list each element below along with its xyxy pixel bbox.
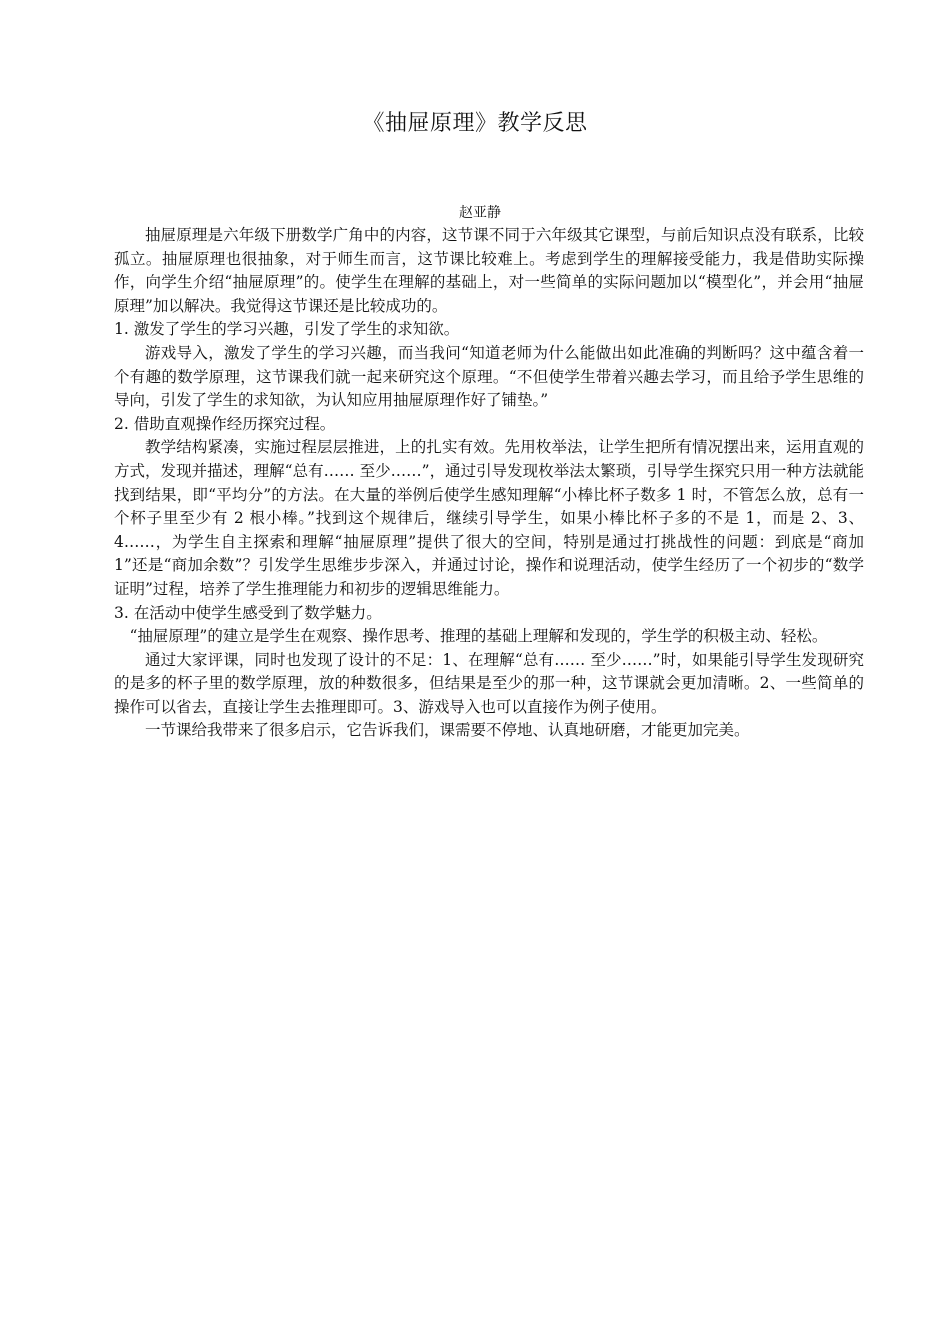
paragraph-section-1: 游戏导入，激发了学生的学习兴趣，而当我问“知道老师为什么能做出如此准确的判断吗？这中蕴含着一个有趣的数学原理，这节课我们就一起来研究这个原理。“不但使学生带着兴趣去学习，而且给予学生思维的导向，引发了学生的求知欲，为认知应用抽屉原理作好了铺垫。”	[114, 343, 864, 410]
paragraph-conclusion: 一节课给我带来了很多启示，它告诉我们，课需要不停地、认真地研磨，才能更加完美。	[145, 721, 750, 740]
paragraph-section-3: “抽屉原理”的建立是学生在观察、操作思考、推理的基础上理解和发现的，学生学的积极主动、轻松。	[129, 627, 828, 646]
section-heading-3: 3. 在活动中使学生感受到了数学魅力。	[114, 603, 382, 622]
section-heading-2: 2. 借助直观操作经历探究过程。	[114, 414, 336, 433]
paragraph-intro: 抽屉原理是六年级下册数学广角中的内容，这节课不同于六年级其它课型，与前后知识点没有联系，比较孤立。抽屉原理也很抽象，对于师生而言，这节课比较难上。考虑到学生的理解接受能力，我是借助实际操作，向学生介绍“抽屉原理”的。使学生在理解的基础上，对一些简单的实际问题加以“模型化”，并会用“抽屉原理”加以解决。我觉得这节课还是比较成功的。	[114, 226, 864, 315]
document-title: 《抽屉原理》教学反思	[362, 111, 588, 136]
document-author: 赵亚静	[459, 205, 501, 221]
paragraph-section-2: 教学结构紧凑，实施过程层层推进，上的扎实有效。先用枚举法，让学生把所有情况摆出来，运用直观的方式，发现并描述，理解“总有…… 至少……”，通过引导发现枚举法太繁琐，引导学生探究只用一种方法就能找到结果，即“平均分”的方法。在大量的举例后使学生感知理解“小棒比杯子数多 1 时，不管怎么放，总有一个杯子里至少有 2 根小棒。”找到这个规律后，继续引导学生，如果小棒比杯子多的不是 1，而是 2、3、4……，为学生自主探索和理解“抽屉原理”提供了很大的空间，特别是通过打挑战性的问题：到底是“商加 1”还是“商加余数”？引发学生思维步步深入，并通过讨论，操作和说理活动，使学生经历了一个初步的“数学证明”过程，培养了学生推理能力和初步的逻辑思维能力。	[114, 438, 864, 598]
document-body	[114, 224, 864, 743]
section-heading-1: 1. 激发了学生的学习兴趣，引发了学生的求知欲。	[114, 320, 460, 339]
paragraph-shortcomings: 通过大家评课，同时也发现了设计的不足：1、在理解“总有…… 至少……”时，如果能引导学生发现研究的是多的杯子里的数学原理，放的种数很多，但结果是至少的那一种，这节课就会更加清晰。2、一些简单的操作可以省去，直接让学生去推理即可。3、游戏导入也可以直接作为例子使用。	[114, 650, 864, 716]
